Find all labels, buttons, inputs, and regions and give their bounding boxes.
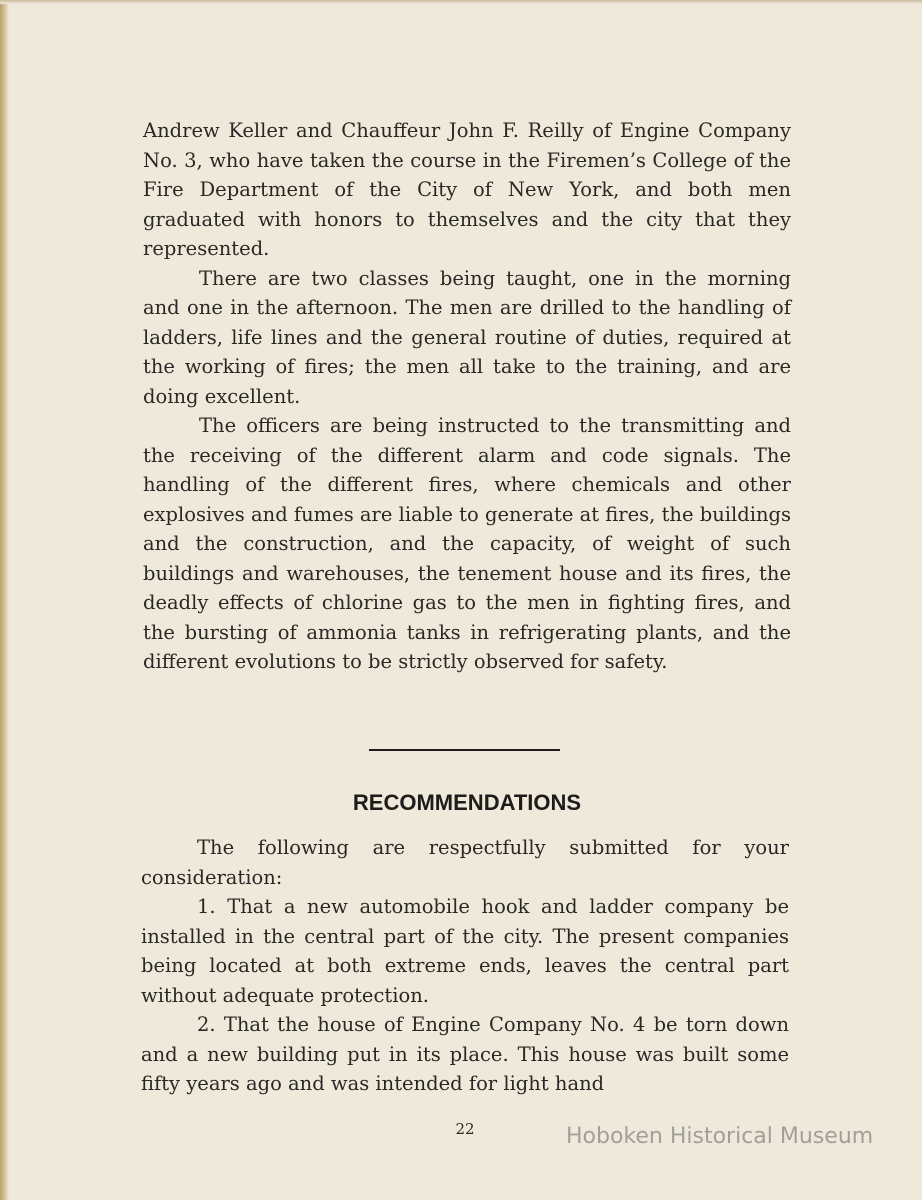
recommendation-item: 2. That the house of Engine Company No. 4 be torn down and a new building put in its place. This house was built some fifty years ago and was intended for light hand — [141, 1013, 789, 1095]
paragraph-officers-instruction: The officers are being instructed to the transmitting and the receiving of the different alarm and code signals. The handling of the different fires, where chemicals and other explosives and fumes are liable to generate at fires, the buildings and the construction, and the capacity, of weight of such buildings and warehouses, the tenement house and its fires, the deadly effects of chlorine gas to the men in fighting fires, and the bursting of ammonia tanks in refrigerating plants, and the different evolutions to be strictly observed for safety. — [143, 414, 791, 673]
recommendations-intro: The following are respectfully submitted for your consideration: — [141, 836, 789, 889]
watermark: Hoboken Historical Museum — [566, 1124, 874, 1149]
section-divider — [369, 749, 560, 751]
recommendations-text — [141, 833, 789, 1099]
body-text — [143, 116, 791, 677]
recommendation-item: 1. That a new automobile hook and ladder company be installed in the central part of the city. The present companies being located at both extreme ends, leaves the central part without adequate protection. — [141, 895, 789, 1007]
page-top-edge — [0, 0, 922, 4]
page-binding-edge — [0, 0, 9, 1200]
page-number: 22 — [455, 1120, 475, 1138]
paragraph-training-classes: There are two classes being taught, one in the morning and one in the afternoon. The men are drilled to the handling of ladders, life lines and the general routine of duties, required at the working of fires; the men all take to the training, and are doing excellent. — [143, 266, 791, 408]
section-heading: RECOMMENDATIONS — [352, 790, 582, 815]
paragraph-continuation: Andrew Keller and Chauffeur John F. Reilly of Engine Company No. 3, who have taken the course in the Firemen’s College of the Fire Department of the City of New York, and both men graduated with honors to themselves and the city that they represented. — [143, 119, 791, 260]
